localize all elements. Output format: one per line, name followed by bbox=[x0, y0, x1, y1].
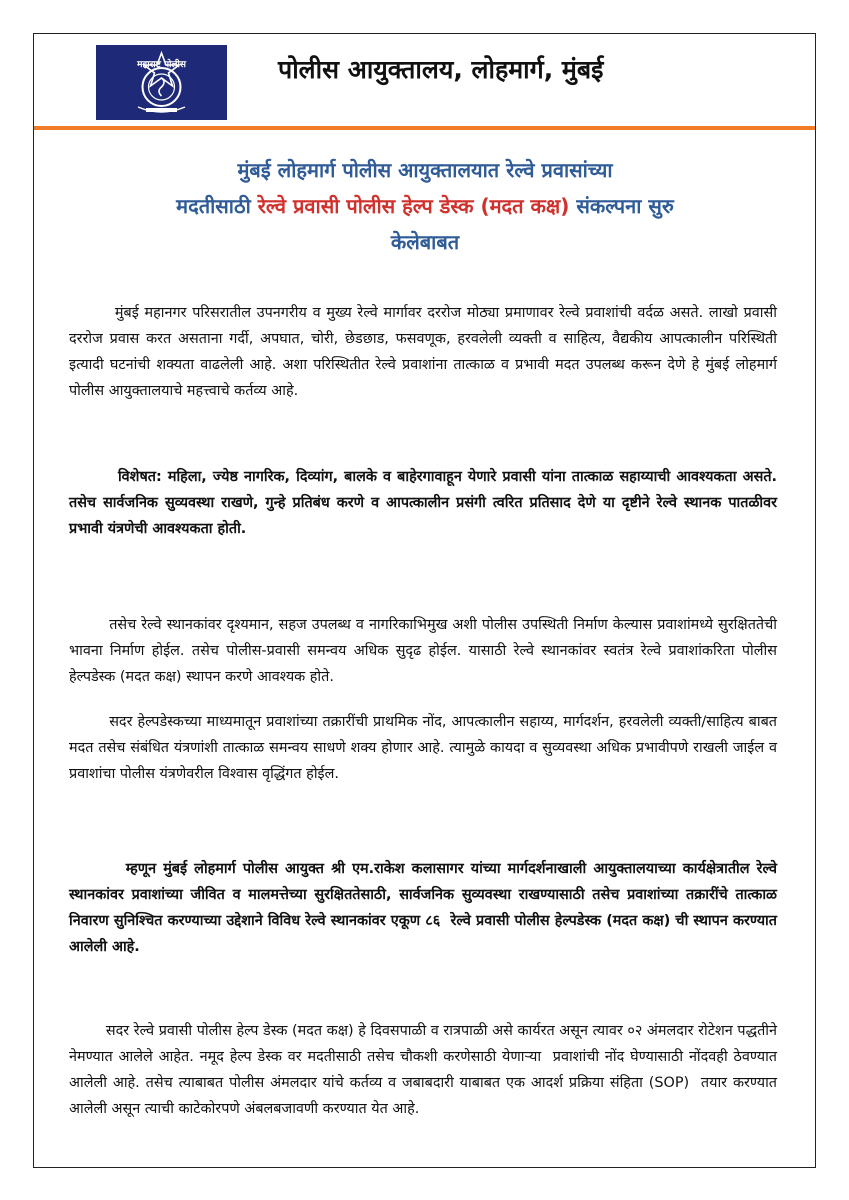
paragraph-5: म्हणून मुंबई लोहमार्ग पोलीस आयुक्त श्री एम.राकेश कलासागर यांच्या मार्गदर्शनाखाली आयुक्तालयाच्या कार्यक्षेत्रातील रेल्वे स्थानकांवर प्रवाशांच्या जीवित व मालमत्तेच्या सुरक्षिततेसाठी, सार्वजनिक सुव्यवस्था राखण्यासाठी तसेच प्रवाशांच्या तक्रारींचे तात्काळ निवारण सुनिश्चित करण्याच्या उद्देशाने विविध रेल्वे स्थानकांवर एकूण ८६ रेल्वे प्रवासी पोलीस हेल्पडेस्क (मदत कक्ष) ची स्थापन करण्यात आलेली आहे. bbox=[69, 861, 783, 955]
police-emblem-icon bbox=[96, 45, 227, 120]
subject-line-2-accent: रेल्वे प्रवासी पोलीस हेल्प डेस्क (मदत कक्ष) bbox=[257, 194, 570, 218]
header-divider bbox=[34, 126, 815, 130]
logo-text: महाराष्ट्र पोलीस bbox=[137, 60, 186, 70]
subject-line-2-prefix: मदतीसाठी bbox=[176, 194, 258, 218]
subject-line-2-suffix: संकल्पना सुरु bbox=[569, 194, 674, 218]
paragraph-4: सदर हेल्पडेस्कच्या माध्यमातून प्रवाशांच्या तक्रारींची प्राथमिक नोंद, आपत्कालीन सहाय्य, मार्गदर्शन, हरवलेली व्यक्ती/साहित्य बाबत मदत तसेच संबंधित यंत्रणांशी तात्काळ समन्वय साधणे शक्य होणार आहे. त्यामुळे कायदा व सुव्यवस्था अधिक प्रभावीपणे राखली जाईल व प्रवाशांचा पोलीस यंत्रणेवरील विश्वास वृद्धिंगत होईल. bbox=[69, 714, 782, 782]
office-title: पोलीस आयुक्तालय, लोहमार्ग, मुंबई bbox=[278, 55, 604, 84]
subject-heading bbox=[70, 152, 780, 260]
subject-line-1: मुंबई लोहमार्ग पोलीस आयुक्तालयात रेल्वे प्रवासांच्या bbox=[237, 158, 613, 182]
paragraph-1: मुंबई महानगर परिसरातील उपनगरीय व मुख्य रेल्वे मार्गावर दररोज मोठ्या प्रमाणावर रेल्वे प्रवाशांची वर्दळ असते. लाखो प्रवासी दररोज प्रवास करत असताना गर्दी, अपघात, चोरी, छेडछाड, फसवणूक, हरवलेली व्यक्ती व साहित्य, वैद्यकीय आपत्कालीन परिस्थिती इत्यादी घटनांची शक्यता वाढलेली आहे. अशा परिस्थितीत रेल्वे प्रवाशांना तात्काळ व प्रभावी मदत उपलब्ध करून देणे हे मुंबई लोहमार्ग पोलीस आयुक्तालयाचे महत्त्वाचे कर्तव्य आहे. bbox=[69, 305, 782, 399]
paragraph-2: विशेषत: महिला, ज्येष्ठ नागरिक, दिव्यांग, बालके व बाहेरगावाहून येणारे प्रवासी यांना तात्काळ सहाय्याची आवश्यकता असते. तसेच सार्वजनिक सुव्यवस्था राखणे, गुन्हे प्रतिबंध करणे व आपत्कालीन प्रसंगी त्वरित प्रतिसाद देणे या दृष्टीने रेल्वे स्थानक पातळीवर प्रभावी यंत्रणेची आवश्यकता होती. bbox=[69, 469, 783, 537]
paragraph-6: सदर रेल्वे प्रवासी पोलीस हेल्प डेस्क (मदत कक्ष) हे दिवसपाळी व रात्रपाळी असे कार्यरत असून त्यावर ०२ अंमलदार रोटेशन पद्धतीने नेमण्यात आलेले आहेत. नमूद हेल्प डेस्क वर मदतीसाठी तसेच चौकशी करणेसाठी येणाऱ्या प्रवाशांची नोंद घेण्यासाठी नोंदवही ठेवण्यात आलेली आहे. तसेच त्याबाबत पोलीस अंमलदार यांचे कर्तव्य व जबाबदारी याबाबत एक आदर्श प्रक्रिया संहिता (SOP) तयार करण्यात आलेली असून त्याची काटेकोरपणे अंबलबजावणी करण्यात येत आहे. bbox=[69, 1023, 782, 1117]
paragraph-3: तसेच रेल्वे स्थानकांवर दृश्यमान, सहज उपलब्ध व नागरिकाभिमुख अशी पोलीस उपस्थिती निर्माण केल्यास प्रवाशांमध्ये सुरक्षिततेची भावना निर्माण होईल. तसेच पोलीस-प्रवासी समन्वय अधिक सुदृढ होईल. यासाठी रेल्वे स्थानकांवर स्वतंत्र रेल्वे प्रवाशांकरिता पोलीस हेल्पडेस्क (मदत कक्ष) स्थापन करणे आवश्यक होते. bbox=[69, 617, 782, 685]
subject-line-3: केलेबाबत bbox=[390, 230, 460, 254]
maharashtra-police-logo bbox=[96, 45, 227, 120]
subject-line-2 bbox=[70, 188, 780, 224]
letterhead bbox=[34, 34, 815, 126]
